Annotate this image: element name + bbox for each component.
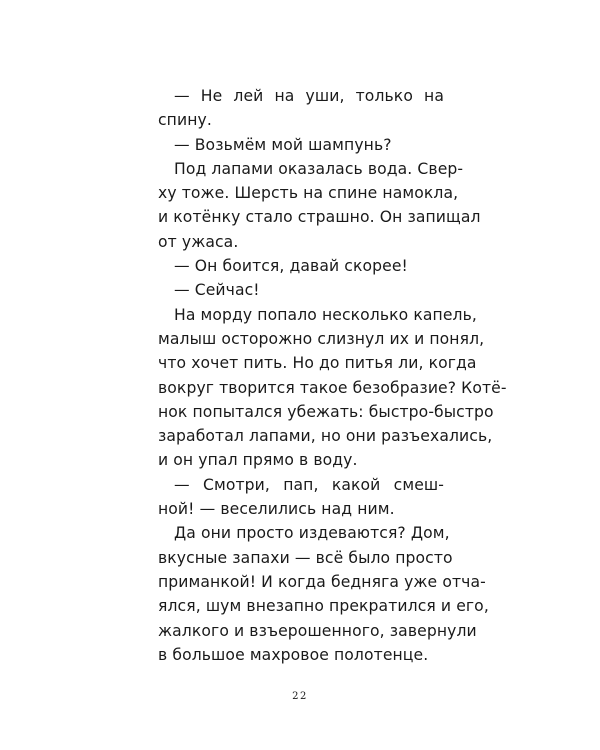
- text-line: приманкой! И когда бедняга уже отча-: [158, 572, 486, 591]
- text-line: — Не лей на уши, только на: [174, 87, 444, 105]
- text-line: Под лапами оказалась вода. Свер-: [174, 159, 464, 178]
- page-number: 22: [292, 691, 308, 702]
- text-line: от ужаса.: [158, 232, 239, 251]
- text-line: малыш осторожно слизнул их и понял,: [158, 329, 485, 348]
- text-line: и котёнку стало страшно. Он запищал: [158, 208, 481, 227]
- text-line: ялся, шум внезапно прекратился и его,: [158, 597, 489, 616]
- body-text: [158, 84, 507, 667]
- text-line: — Возьмём мой шампунь?: [174, 135, 392, 154]
- text-line: спину.: [158, 111, 212, 130]
- text-line: и он упал прямо в воду.: [158, 451, 358, 470]
- text-line: — Смотри, пап, какой смеш-: [174, 475, 444, 494]
- text-line: ной! — веселились над ним.: [158, 500, 395, 519]
- text-line: что хочет пить. Но до питья ли, когда: [158, 354, 477, 373]
- text-line: в большое махровое полотенце.: [158, 645, 429, 664]
- text-line: — Сейчас!: [174, 281, 260, 300]
- text-line: Да они просто издеваются? Дом,: [174, 524, 450, 543]
- text-line: нок попытался убежать: быстро-быстро: [158, 402, 494, 421]
- text-line: ху тоже. Шерсть на спине намокла,: [158, 184, 459, 203]
- text-line: жалкого и взъерошенного, завернули: [158, 621, 477, 640]
- text-line: — Он боится, давай скорее!: [174, 257, 408, 276]
- text-line: заработал лапами, но они разъехались,: [158, 427, 493, 446]
- text-line: вокруг творится такое безобразие? Котё-: [158, 378, 507, 397]
- text-line: На морду попало несколько капель,: [174, 305, 477, 324]
- text-line: вкусные запахи — всё было просто: [158, 548, 453, 567]
